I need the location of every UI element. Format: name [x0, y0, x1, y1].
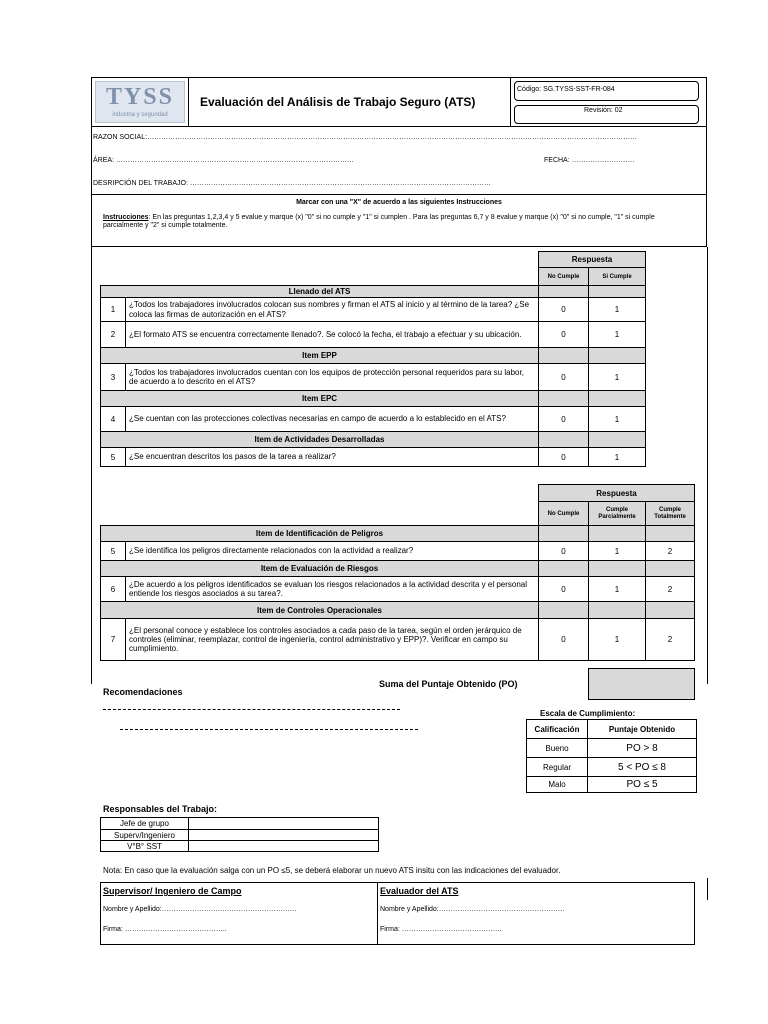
t2-answer-parcial[interactable]: 1 [588, 541, 646, 561]
escala-calificacion: Regular [526, 757, 588, 777]
escala-calificacion: Malo [526, 776, 588, 793]
responsable-name-field[interactable] [188, 840, 379, 852]
recomendaciones-line[interactable] [103, 709, 400, 710]
t2-col-total: Cumple Totalmente [645, 501, 695, 526]
instructions-label: Instrucciones [103, 214, 149, 221]
responsable-role: Superv/Ingeniero [100, 829, 189, 841]
supervisor-firma-field[interactable]: Firma: …………………………………….. [103, 926, 227, 933]
fecha-field[interactable]: FECHA: ……………………… [544, 157, 635, 164]
t1-answer-no[interactable]: 0 [538, 297, 589, 322]
t1-row-question: ¿Se encuentran descritos los pasos de la tarea a realizar? [125, 447, 539, 467]
instructions-heading: Marcar con una "X" de acuerdo a las siguientes Instrucciones [296, 199, 502, 206]
t2-answer-total[interactable]: 2 [645, 618, 695, 661]
razon-social-field[interactable]: RAZON SOCIAL:………………………………………………………………………………………………………………………………………………………………………………………… [93, 134, 638, 141]
t1-col-no-cumple: No Cumple [538, 267, 589, 286]
t1-section-header: Item de Actividades Desarrolladas [100, 431, 539, 448]
t1-answer-si[interactable]: 1 [588, 321, 646, 348]
t1-answer-si[interactable]: 1 [588, 297, 646, 322]
t1-row-number: 3 [100, 363, 126, 391]
recomendaciones-label: Recomendaciones [103, 687, 183, 697]
escala-puntaje: PO > 8 [587, 738, 697, 758]
responsables-title: Responsables del Trabajo: [103, 804, 218, 814]
form-revision: Revisión: 02 [584, 107, 623, 114]
t2-answer-no[interactable]: 0 [538, 618, 589, 661]
t2-answer-parcial[interactable]: 1 [588, 576, 646, 602]
t1-row-question: ¿El formato ATS se encuentra correctamente llenado?. Se colocó la fecha, el trabajo a efectuar y su ubicación. [125, 321, 539, 348]
t2-answer-parcial[interactable]: 1 [588, 618, 646, 661]
instructions-text [103, 214, 688, 230]
t2-row-question: ¿De acuerdo a los peligros identificados se evaluan los riesgos relacionados a la actividad descrita y el personal entiende los riesgos asociados a su tarea?. [125, 576, 539, 602]
t1-row-question: ¿Todos los trabajadores involucrados colocan sus nombres y firman el ATS al inicio y al término de la tarea? ¿Se coloca las firmas de autorización en el ATS? [125, 297, 539, 322]
supervisor-title: Supervisor/ Ingeniero de Campo [103, 886, 242, 896]
t2-row-question: ¿Se identifica los peligros directamente relacionados con la actividad a realizar? [125, 541, 539, 561]
evaluador-title: Evaluador del ATS [380, 886, 459, 896]
escala-header: Calificación [526, 719, 588, 739]
escala-header: Puntaje Obtenido [587, 719, 697, 739]
t2-answer-no[interactable]: 0 [538, 576, 589, 602]
t1-section-header: Llenado del ATS [100, 285, 539, 298]
t1-section-header: Item EPC [100, 390, 539, 407]
t2-answer-total[interactable]: 2 [645, 576, 695, 602]
t2-answer-total[interactable]: 2 [645, 541, 695, 561]
form-title: Evaluación del Análisis de Trabajo Seguro (ATS) [200, 95, 476, 109]
instructions-body: : En las preguntas 1,2,3,4 y 5 evalue y marque (x) "0" si no cumple y "1" si cumplen . Para las preguntas 6,7 y 8 evalue y marque (x) "0" si no cumple, "1" si cumple parcialmente y "2" si cumple totalmente. [103, 214, 655, 230]
t1-answer-no[interactable]: 0 [538, 406, 589, 432]
t2-row-number: 5 [100, 541, 126, 561]
t2-row-number: 6 [100, 576, 126, 602]
company-logo [95, 81, 185, 123]
responsable-role: V°B° SST [100, 840, 189, 852]
t2-row-question: ¿El personal conoce y establece los controles asociados a cada paso de la tarea, según el orden jerárquico de controles (eliminar, reemplazar, control de ingeniería, control administrativo y EPP)?. Verificar en campo su cumplimiento. [125, 618, 539, 661]
escala-calificacion: Bueno [526, 738, 588, 758]
logo-text: TYSS [105, 84, 175, 110]
t1-row-number: 1 [100, 297, 126, 322]
t1-answer-no[interactable]: 0 [538, 321, 589, 348]
t1-row-question: ¿Se cuentan con las protecciones colectivas necesarias en campo de acuerdo a lo establecido en el ATS? [125, 406, 539, 432]
t2-answer-no[interactable]: 0 [538, 541, 589, 561]
recomendaciones-line[interactable] [120, 729, 418, 730]
escala-puntaje: PO ≤ 5 [587, 776, 697, 793]
t1-row-number: 5 [100, 447, 126, 467]
responsable-role: Jefe de grupo [100, 817, 189, 830]
t2-section-header: Item de Controles Operacionales [100, 601, 539, 619]
nota-text: Nota: En caso que la evaluación salga con un PO ≤5, se deberá elaborar un nuevo ATS insitu con las indicaciones del evaluador. [103, 866, 561, 875]
t2-col-no-cumple: No Cumple [538, 501, 589, 526]
area-field[interactable]: ÁREA: ………………………………………………………………………………………… [93, 157, 354, 164]
t1-section-header: Item EPP [100, 347, 539, 364]
t1-answer-no[interactable]: 0 [538, 447, 589, 467]
t1-col-si-cumple: Si Cumple [588, 267, 646, 286]
t2-respuesta-header: Respuesta [538, 484, 695, 502]
descripcion-field[interactable]: DESRIPCIÓN DEL TRABAJO: ………………………………………………………………………………………………………………… [93, 180, 491, 187]
t1-respuesta-header: Respuesta [538, 251, 646, 268]
t1-row-number: 2 [100, 321, 126, 348]
form-code: Código: SG.TYSS-SST-FR-084 [517, 86, 615, 93]
t2-section-header: Item de Identificación de Peligros [100, 525, 539, 542]
t1-answer-si[interactable]: 1 [588, 447, 646, 467]
t2-section-header: Item de Evaluación de Riesgos [100, 560, 539, 577]
escala-puntaje: 5 < PO ≤ 8 [587, 757, 697, 777]
evaluador-name-field[interactable]: Nombre y Apellido:……………………………………………… [380, 906, 565, 913]
evaluador-firma-field[interactable]: Firma: ……………………………………. [380, 926, 502, 933]
suma-label: Suma del Puntaje Obtenido (PO) [379, 679, 518, 689]
t1-row-number: 4 [100, 406, 126, 432]
t1-answer-no[interactable]: 0 [538, 363, 589, 391]
logo-subtext: industria y seguridad [112, 112, 168, 118]
supervisor-name-field[interactable]: Nombre y Apellido:……………………….………………………… [103, 906, 297, 913]
escala-title: Escala de Cumplimiento: [540, 709, 636, 718]
t1-row-question: ¿Todos los trabajadores involucrados cuentan con los equipos de protección personal requeridos para su labor, de acuerdo a lo descrito en el ATS? [125, 363, 539, 391]
t1-answer-si[interactable]: 1 [588, 363, 646, 391]
suma-score-box[interactable] [588, 668, 695, 700]
t2-row-number: 7 [100, 618, 126, 661]
t1-answer-si[interactable]: 1 [588, 406, 646, 432]
t2-col-parcial: Cumple Parcialmente [588, 501, 646, 526]
